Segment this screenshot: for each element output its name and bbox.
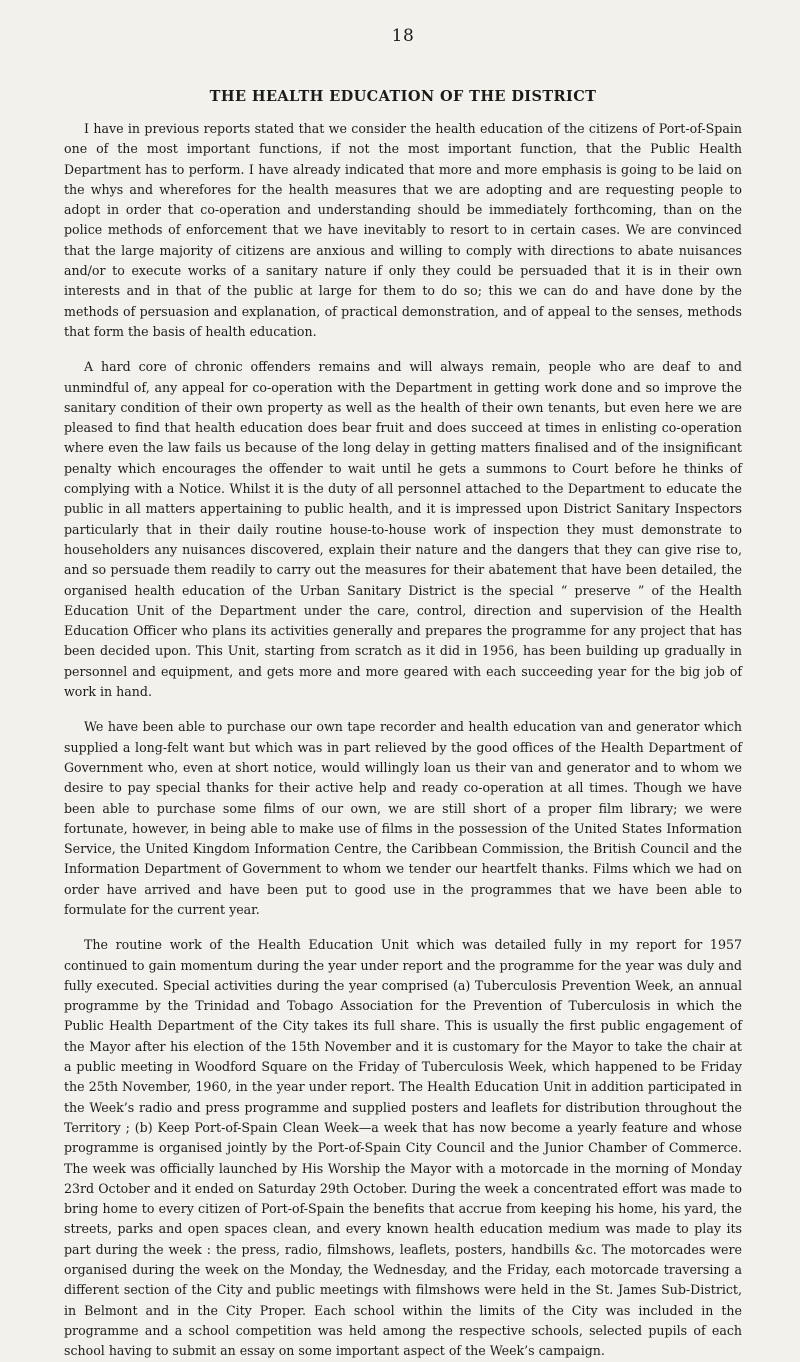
paragraph-1: I have in previous reports stated that we consider the health education of the citizens of Port-of-Spain one of the most important functions, if not the most important function, that the Public Health Department has to perform. I have already indicated that more and more emphasis is going to be laid on the whys and wherefores for the health measures that we are adopting and are requesting people to adopt in order that co-operation and understanding should be immediately forthcoming, than on the police methods of enforcement that we have inevitably to resort to in certain cases. We are convinced that the large majority of citizens are anxious and willing to comply with directions to abate nuisances and/or to execute works of a sanitary nature if only they could be persuaded that it is in their own interests and in that of the public at large for them to do so; this we can do and have done by the methods of persuasion and explanation, of practical demonstration, and of appeal to the senses, methods that form the basis of health education. bbox=[64, 121, 742, 339]
paragraph-4: The routine work of the Health Education Unit which was detailed fully in my report for 1957 continued to gain momentum during the year under report and the programme for the year was duly and fully executed. Special activities during the year comprised (a) Tuberculosis Prevention Week, an annual programme by the Trinidad and Tobago Association for the Prevention of Tuberculosis in which the Public Health Department of the City takes its full share. This is usually the first public engagement of the Mayor after his election of the 15th November and it is customary for the Mayor to take the chair at a public meeting in Woodford Square on the Friday of Tuberculosis Week, which happened to be Friday the 25th November, 1960, in the year under report. The Health Education Unit in addition participated in the Week’s radio and press programme and supplied posters and leaflets for distribution throughout the Territory ; (b) Keep Port-of-Spain Clean Week—a week that has now become a yearly feature and whose programme is organised jointly by the Port-of-Spain City Council and the Junior Chamber of Commerce. The week was officially launched by His Worship the Mayor with a motorcade in the morning of Monday 23rd October and it ended on Saturday 29th October. During the week a concentrated effort was made to bring home to every citizen of Port-of-Spain the benefits that accrue from keeping his home, his yard, the streets, parks and open spaces clean, and every known health education medium was made to play its part during the week : the press, radio, filmshows, leaflets, posters, handbills &c. The motorcades were organised during the week on the Monday, the Wednesday, and the Friday, each motorcade traversing a different section of the City and public meetings with filmshows were held in the St. James Sub-District, in Belmont and in the City Proper. Each school within the limits of the City was included in the programme and a school competition was held among the respective schools, selected pupils of each school having to submit an essay on some important aspect of the Week’s campaign. bbox=[64, 937, 742, 1359]
paragraph-2: A hard core of chronic offenders remains and will always remain, people who are deaf to and unmindful of, any appeal for co-operation with the Department in getting work done and so improve the sanitary condition of their own property as well as the health of their own tenants, but even here we are pleased to find that health education does bear fruit and does succeed at times in enlisting co-operation where even the law fails us because of the long delay in getting matters finalised and of the insignificant penalty which encourages the offender to wait until he gets a summons to Court before he thinks of complying with a Notice. Whilst it is the duty of all personnel attached to the Department to educate the public in all matters appertaining to public health, and it is impressed upon District Sanitary Inspectors particularly that in their daily routine house-to-house work of inspection they must demonstrate to householders any nuisances discovered, explain their nature and the dangers that they can give rise to, and so persuade them readily to carry out the measures for their abatement that have been detailed, the organised health education of the Urban Sanitary District is the special “ preserve ” of the Health Education Unit of the Department under the care, control, direction and supervision of the Health Education Officer who plans its activities generally and prepares the programme for any project that has been decided upon. This Unit, starting from scratch as it did in 1956, has been building up gradually in personnel and equipment, and gets more and more geared with each succeeding year for the big job of work in hand. bbox=[64, 359, 742, 700]
paragraph-3: We have been able to purchase our own tape recorder and health education van and generator which supplied a long-felt want but which was in part relieved by the good offices of the Health Department of Government who, even at short notice, would willingly loan us their van and generator and to whom we desire to pay special thanks for their active help and ready co-operation at all times. Though we have been able to purchase some films of our own, we are still short of a proper film library; we were fortunate, however, in being able to make use of films in the possession of the United States Information Service, the United Kingdom Information Centre, the Caribbean Commission, the British Council and the Information Department of Government to whom we tender our heartfelt thanks. Films which we had on order have arrived and have been put to good use in the programmes that we have been able to formulate for the current year. bbox=[64, 719, 742, 917]
page-number: 18 bbox=[391, 26, 415, 46]
section-heading: THE HEALTH EDUCATION OF THE DISTRICT bbox=[209, 88, 597, 105]
